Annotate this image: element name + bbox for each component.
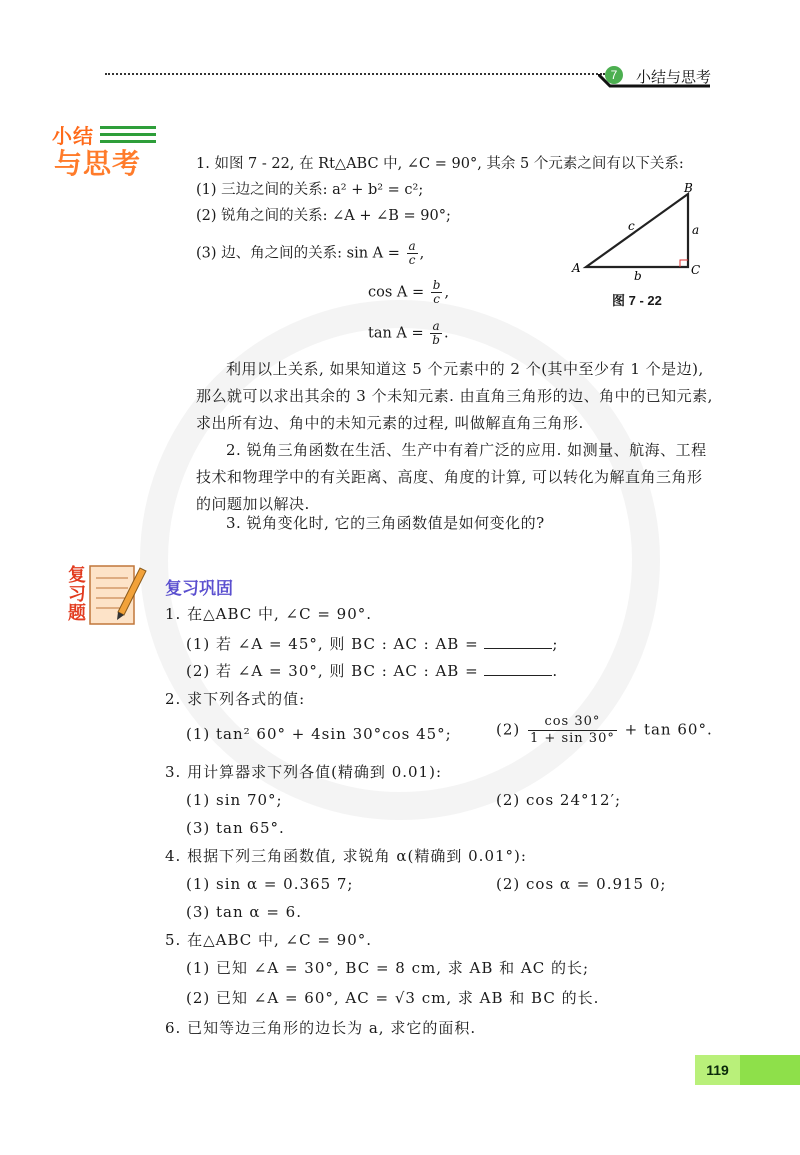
cos-denominator: c [433, 292, 440, 306]
q3-3: (3) tan 65°. [186, 819, 285, 837]
label-c: c [628, 219, 635, 233]
sin-numerator: a [408, 239, 416, 253]
tan-formula: tan A = $\frac{a}{b}$ . [368, 319, 449, 347]
q5-1: (1) 已知 ∠A = 30°, BC = 8 cm, 求 AB 和 AC 的长; [186, 959, 590, 977]
chapter-number-badge: 7 [605, 66, 623, 84]
cos-fraction [431, 279, 443, 306]
label-b: b [634, 269, 642, 283]
cos-numerator: b [432, 278, 441, 292]
label-B: B [684, 182, 693, 195]
q2-2-tail: + tan 60°. [624, 720, 713, 739]
page-number: 119 [695, 1055, 740, 1085]
cos-label: cos A = [368, 284, 425, 301]
header-dotted-rule [105, 73, 605, 75]
q1-1: (1) 若 ∠A = 45°, 则 BC : AC : AB = ; [186, 635, 559, 653]
q1-2-text: (2) 若 ∠A = 30°, 则 BC : AC : AB = [186, 662, 479, 680]
page-number-tab [695, 1055, 800, 1085]
tan-label: tan A = [368, 325, 424, 342]
q4-2: (2) cos α = 0.915 0; [496, 875, 667, 893]
summary-item1-rel2: (2) 锐角之间的关系: ∠A + ∠B = 90°; [196, 208, 451, 224]
q1: 1. 在△ABC 中, ∠C = 90°. [165, 605, 373, 623]
q4-3: (3) tan α = 6. [186, 903, 302, 921]
tan-denominator: b [432, 333, 440, 347]
summary-item1-intro: 1. 如图 7 - 22, 在 Rt△ABC 中, ∠C = 90°, 其余 5 个元素之间有以下关系: [196, 156, 684, 172]
chapter-title: 小结与思考 [636, 69, 712, 86]
summary-item1-rel1: (1) 三边之间的关系: a² + b² = c²; [196, 182, 424, 198]
label-A: A [572, 261, 581, 275]
q3-2: (2) cos 24°12′; [496, 791, 622, 809]
summary-logo-top: 小结 [52, 126, 94, 148]
label-C: C [691, 263, 701, 277]
q2-2-numerator: cos 30° [528, 714, 617, 731]
review-section-title: 复习巩固 [165, 579, 233, 598]
q2-2-fraction [528, 714, 617, 747]
summary-paragraph-3: 3. 锐角变化时, 它的三角函数值是如何变化的? [226, 514, 545, 532]
tan-numerator: a [430, 320, 442, 334]
answer-blank [484, 635, 552, 649]
q2-2-label: (2) [496, 720, 521, 739]
figure-right-triangle [570, 182, 710, 287]
q3: 3. 用计算器求下列各值(精确到 0.01): [165, 763, 443, 781]
sin-fraction [407, 240, 418, 267]
review-logo-text: 复 习 题 [68, 565, 86, 623]
q3-1: (1) sin 70°; [186, 791, 283, 809]
q5: 5. 在△ABC 中, ∠C = 90°. [165, 931, 373, 949]
review-logo [60, 560, 150, 630]
answer-blank [484, 662, 552, 676]
summary-paragraph-2: 2. 锐角三角函数在生活、生产中有着广泛的应用. 如测量、航海、工程技术和物理学中的有关距离、高度、角度的计算, 可以转化为解直角三角形的问题加以解决. [196, 441, 707, 513]
q2-2 [496, 714, 713, 747]
q2-2-denominator: 1 + sin 30° [530, 731, 615, 746]
q2-1: (1) tan² 60° + 4sin 30°cos 45°; [186, 725, 452, 743]
q6: 6. 已知等边三角形的边长为 a, 求它的面积. [165, 1019, 477, 1037]
summary-paragraph-1: 利用以上关系, 如果知道这 5 个元素中的 2 个(其中至少有 1 个是边), 那么就可以求出其余的 3 个未知元素. 由直角三角形的边、角中的已知元素, 求出所有边、角中的未知元素的过程, 叫做解直角三角形. [196, 360, 713, 432]
q4: 4. 根据下列三角函数值, 求锐角 α(精确到 0.01°): [165, 847, 527, 865]
cos-formula: cos A = $\frac{b}{c}$ , [368, 278, 450, 306]
rel3-label: (3) 边、角之间的关系: sin A = [196, 245, 400, 262]
q1-1-text: (1) 若 ∠A = 45°, 则 BC : AC : AB = [186, 635, 479, 653]
summary-item1-rel3: (3) 边、角之间的关系: sin A = $\frac{a}{c}$ , [196, 239, 425, 267]
q5-2: (2) 已知 ∠A = 60°, AC = √3 cm, 求 AB 和 BC 的长. [186, 989, 600, 1007]
summary-logo [52, 120, 162, 180]
label-a: a [692, 223, 700, 237]
figure-caption: 图 7 - 22 [612, 293, 662, 308]
tan-fraction [430, 320, 442, 347]
q4-1: (1) sin α = 0.365 7; [186, 875, 354, 893]
sin-denominator: c [408, 253, 416, 267]
summary-logo-bottom: 与思考 [54, 148, 142, 179]
q2: 2. 求下列各式的值: [165, 690, 306, 708]
q1-2: (2) 若 ∠A = 30°, 则 BC : AC : AB = . [186, 662, 559, 680]
